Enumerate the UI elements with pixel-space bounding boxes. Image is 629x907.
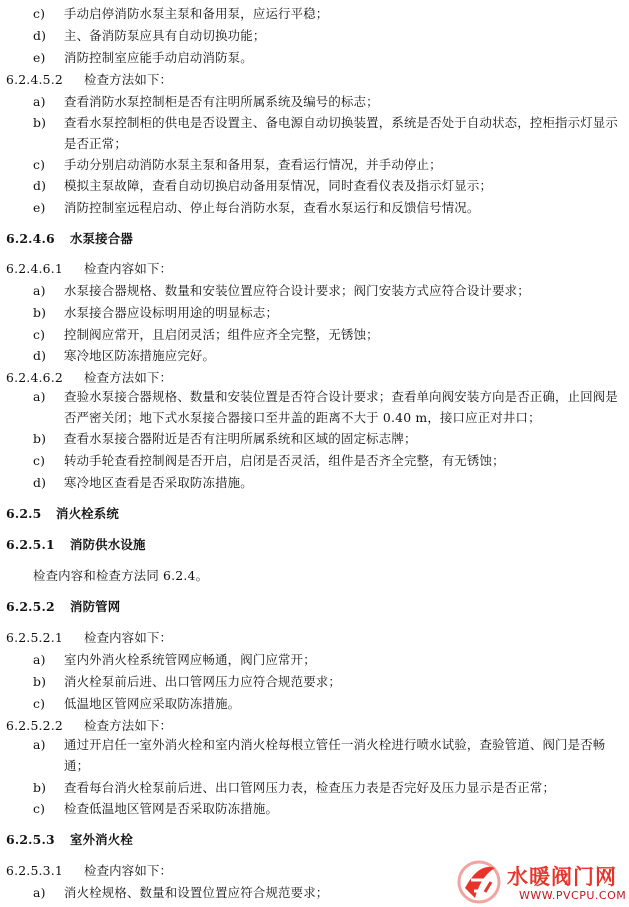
item-text: 消火栓泵前后进、出口管网压力应符合规范要求； bbox=[64, 674, 341, 689]
heading-title: 消火栓系统 bbox=[56, 506, 119, 521]
clause-number: 6.2.5.3.1 bbox=[6, 863, 63, 878]
item-label: c) bbox=[33, 6, 46, 21]
subclause-6-2-4-5-2 bbox=[0, 69, 629, 91]
list-item bbox=[0, 472, 629, 494]
item-label: e) bbox=[33, 50, 46, 65]
item-label: b) bbox=[33, 674, 47, 689]
item-text: 寒冷地区防冻措施应完好。 bbox=[64, 348, 216, 363]
item-label: a) bbox=[33, 94, 46, 109]
list-item bbox=[0, 197, 629, 219]
item-text: 消火栓规格、数量和设置位置应符合规范要求； bbox=[64, 885, 329, 900]
heading-number: 6.2.5.3 bbox=[6, 832, 55, 847]
list-item bbox=[0, 47, 629, 69]
list-item bbox=[0, 324, 629, 346]
item-text: 检查低温地区管网是否采取防冻措施。 bbox=[64, 801, 279, 816]
item-label: b) bbox=[33, 305, 47, 320]
list-item bbox=[0, 386, 629, 428]
item-text: 控制阀应常开，且启闭灵活；组件应齐全完整，无锈蚀； bbox=[64, 327, 379, 342]
item-text: 主、备消防泵应具有自动切换功能； bbox=[64, 28, 266, 43]
item-label: e) bbox=[33, 200, 46, 215]
heading-title: 消防供水设施 bbox=[70, 537, 146, 552]
list-item bbox=[0, 345, 629, 367]
subclause-6-2-4-6-1 bbox=[0, 258, 629, 280]
watermark-url: WWW.PVCPU.COM bbox=[519, 889, 627, 902]
item-text: 消防控制室远程启动、停止每台消防水泵，查看水泵运行和反馈信号情况。 bbox=[64, 200, 480, 215]
item-text: 水泵接合器规格、数量和安装位置应符合设计要求；阀门安装方式应符合设计要求； bbox=[64, 283, 530, 298]
item-label: d) bbox=[33, 28, 47, 43]
heading-6-2-5-2 bbox=[0, 596, 629, 618]
clause-number: 6.2.5.2.1 bbox=[6, 630, 63, 645]
item-label: a) bbox=[33, 885, 46, 900]
clause-title: 检查方法如下： bbox=[84, 718, 173, 733]
clause-number: 6.2.5.2.2 bbox=[6, 718, 63, 733]
list-item bbox=[0, 112, 629, 154]
list-item bbox=[0, 777, 629, 799]
list-item bbox=[0, 428, 629, 450]
list-item bbox=[0, 798, 629, 820]
heading-6-2-5-3 bbox=[0, 829, 629, 851]
item-label: c) bbox=[33, 696, 46, 711]
item-label: c) bbox=[33, 327, 46, 342]
item-text: 转动手轮查看控制阀是否开启，启闭是否灵活，组件是否齐全完整，有无锈蚀； bbox=[64, 453, 505, 468]
heading-number: 6.2.5 bbox=[6, 506, 42, 521]
item-label: c) bbox=[33, 157, 46, 172]
item-label: a) bbox=[33, 652, 46, 667]
item-label: a) bbox=[33, 389, 46, 404]
item-text: 查看每台消火栓泵前后进、出口管网压力表，检查压力表是否完好及压力显示是否正常； bbox=[64, 780, 556, 795]
item-label: a) bbox=[33, 283, 46, 298]
item-text: 消防控制室应能手动启动消防泵。 bbox=[64, 50, 253, 65]
item-text: 手动分别启动消防水泵主泵和备用泵，查看运行情况，并手动停止； bbox=[64, 157, 442, 172]
item-label: a) bbox=[33, 737, 46, 752]
clause-title: 检查方法如下： bbox=[84, 72, 173, 87]
list-item bbox=[0, 25, 629, 47]
heading-number: 6.2.5.2 bbox=[6, 599, 55, 614]
clause-title: 检查内容如下： bbox=[84, 863, 173, 878]
heading-6-2-5-1 bbox=[0, 534, 629, 556]
list-item bbox=[0, 280, 629, 302]
item-label: b) bbox=[33, 780, 47, 795]
list-item bbox=[0, 671, 629, 693]
list-item bbox=[0, 734, 629, 776]
list-item bbox=[0, 649, 629, 671]
item-text: 查验水泵接合器规格、数量和安装位置是否符合设计要求；查看单向阀安装方向是否正确，止回阀是否严密关闭；地下式水泵接合器接口至井盖的距离不大于 0.40 m，接口应正对井口； bbox=[64, 389, 618, 425]
list-item bbox=[0, 91, 629, 113]
heading-number: 6.2.4.6 bbox=[6, 231, 55, 246]
watermark-title: 水暖阀门网 bbox=[507, 865, 617, 889]
subclause-6-2-5-2-1 bbox=[0, 627, 629, 649]
item-text: 查看水泵控制柜的供电是否设置主、备电源自动切换装置，系统是否处于自动状态，控柜指示灯显示是否正常； bbox=[64, 115, 618, 151]
item-text: 模拟主泵故障，查看自动切换启动备用泵情况，同时查看仪表及指示灯显示； bbox=[64, 178, 493, 193]
item-label: c) bbox=[33, 801, 46, 816]
heading-title: 消防管网 bbox=[70, 599, 121, 614]
item-text: 低温地区管网应采取防冻措施。 bbox=[64, 696, 241, 711]
paragraph bbox=[0, 565, 629, 587]
clause-title: 检查内容如下： bbox=[84, 261, 173, 276]
paragraph-text: 检查内容和检查方法同 6.2.4。 bbox=[33, 568, 209, 583]
clause-number: 6.2.4.6.2 bbox=[6, 370, 63, 385]
clause-title: 检查方法如下： bbox=[84, 370, 173, 385]
item-label: c) bbox=[33, 453, 46, 468]
heading-6-2-5 bbox=[0, 503, 629, 525]
heading-6-2-4-6 bbox=[0, 228, 629, 250]
item-text: 水泵接合器应设标明用途的明显标志； bbox=[64, 305, 279, 320]
item-label: d) bbox=[33, 348, 47, 363]
item-text: 寒冷地区查看是否采取防冻措施。 bbox=[64, 475, 253, 490]
list-item bbox=[0, 175, 629, 197]
clause-number: 6.2.4.6.1 bbox=[6, 261, 63, 276]
item-label: d) bbox=[33, 475, 47, 490]
clause-number: 6.2.4.5.2 bbox=[6, 72, 63, 87]
item-label: d) bbox=[33, 178, 47, 193]
item-label: b) bbox=[33, 115, 47, 130]
pv-logo-icon bbox=[455, 858, 503, 906]
list-item bbox=[0, 302, 629, 324]
list-item bbox=[0, 693, 629, 715]
item-text: 室内外消火栓系统管网应畅通，阀门应常开； bbox=[64, 652, 316, 667]
heading-title: 水泵接合器 bbox=[70, 231, 133, 246]
list-item bbox=[0, 3, 629, 25]
clause-title: 检查内容如下： bbox=[84, 630, 173, 645]
site-watermark bbox=[455, 858, 629, 907]
item-text: 通过开启任一室外消火栓和室内消火栓每根立管任一消火栓进行喷水试验，查验管道、阀门是否畅通； bbox=[64, 737, 606, 773]
item-text: 查看消防水泵控制柜是否有注明所属系统及编号的标志； bbox=[64, 94, 379, 109]
list-item bbox=[0, 154, 629, 176]
heading-number: 6.2.5.1 bbox=[6, 537, 55, 552]
list-item bbox=[0, 450, 629, 472]
item-label: b) bbox=[33, 431, 47, 446]
heading-title: 室外消火栓 bbox=[70, 832, 133, 847]
item-text: 手动启停消防水泵主泵和备用泵，应运行平稳； bbox=[64, 6, 329, 21]
item-text: 查看水泵接合器附近是否有注明所属系统和区域的固定标志牌； bbox=[64, 431, 417, 446]
